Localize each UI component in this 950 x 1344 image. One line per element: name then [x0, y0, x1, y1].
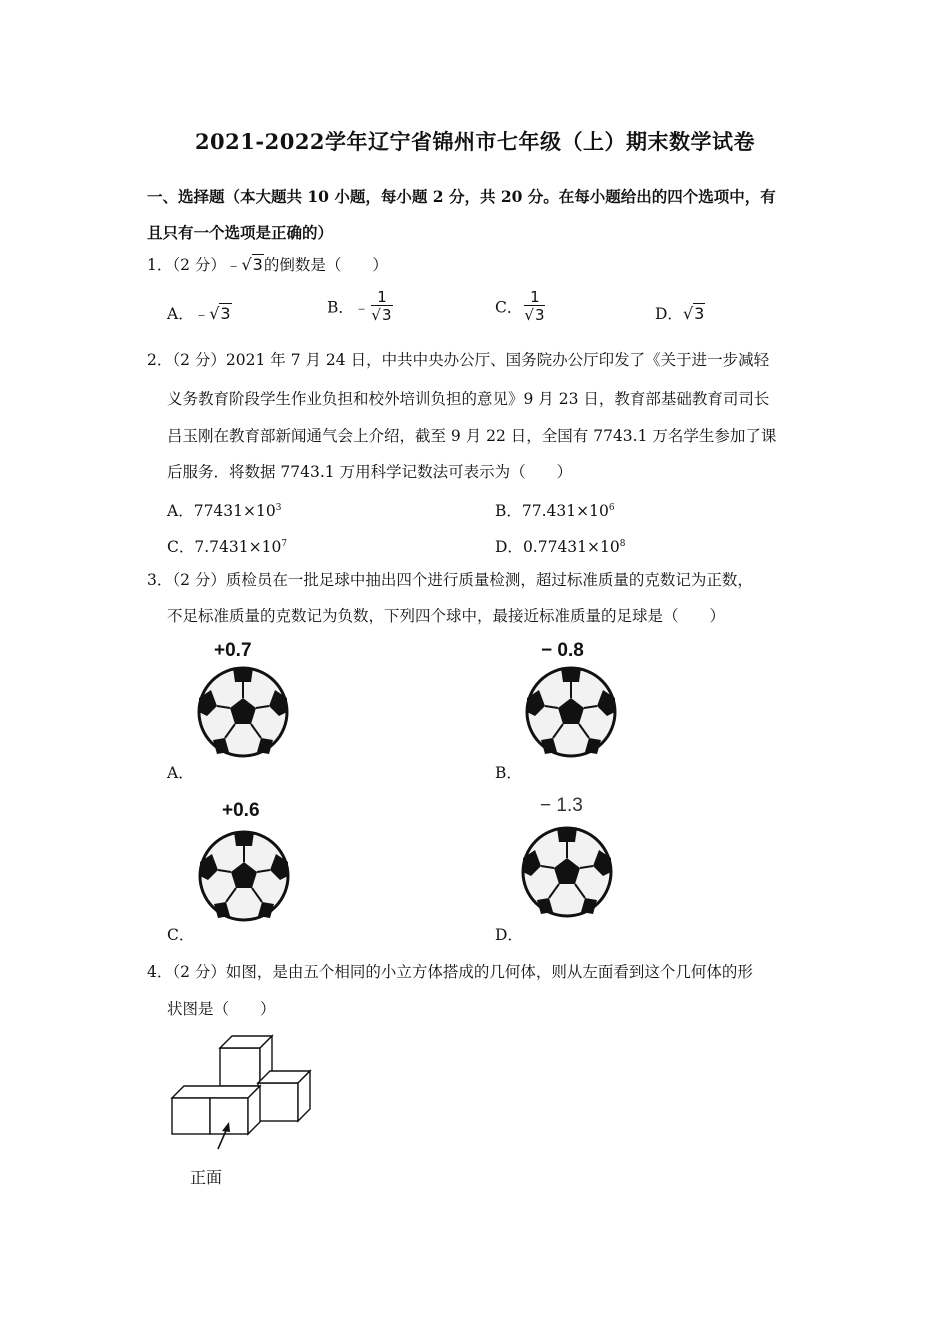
question-1-stem: 1．（2 分）﹣√3的倒数是（ ）: [147, 255, 388, 274]
cube-figure: [160, 1025, 330, 1165]
q1-option-a[interactable]: A．﹣√3: [167, 304, 231, 323]
soccer-ball-a: [195, 662, 291, 762]
q2-option-d[interactable]: D．$0.77431\times 10^8$: [495, 538, 626, 556]
soccer-ball-c: [196, 826, 292, 926]
fraction: $\frac{1}{√3}$: [524, 288, 545, 324]
page-title: 2021-2022学年辽宁省锦州市七年级（上）期末数学试卷: [194, 129, 756, 154]
question-2-line2: 义务教育阶段学生作业负担和校外培训负担的意见》9 月 23 日，教育部基础教育司司长: [167, 390, 770, 408]
q1-option-b[interactable]: B．﹣ $\frac{1}{√3}$: [327, 288, 392, 324]
sqrt-expression: √3: [241, 255, 263, 274]
q3-option-c[interactable]: C．: [167, 926, 195, 944]
question-2-line4: 后服务．将数据 7743.1 万用科学记数法可表示为（ ）: [167, 463, 573, 481]
soccer-ball-b: [523, 662, 619, 762]
q1-option-d[interactable]: D．√3: [655, 304, 705, 323]
ball-a-value: +0.7: [214, 640, 252, 661]
question-4-line2: 状图是（ ）: [167, 1000, 276, 1018]
ball-c-value: +0.6: [222, 800, 260, 821]
q1-option-c[interactable]: C． $\frac{1}{√3}$: [495, 288, 545, 324]
question-2-line1: 2．（2 分）2021 年 7 月 24 日，中共中央办公厅、国务院办公厅印发了《关于进一步减轻: [147, 351, 770, 369]
q2-option-b[interactable]: B．$77.431\times 10^6$: [495, 502, 615, 520]
ball-d-value: − 1.3: [540, 795, 583, 816]
section-header-line2: 且只有一个选项是正确的）: [147, 223, 334, 242]
question-4-line1: 4．（2 分）如图，是由五个相同的小立方体搭成的几何体，则从左面看到这个几何体的形: [147, 963, 753, 981]
q3-option-b[interactable]: B．: [495, 764, 522, 782]
question-3-line2: 不足标准质量的克数记为负数，下列四个球中，最接近标准质量的足球是（ ）: [167, 607, 726, 625]
fraction: $\frac{1}{√3}$: [371, 288, 392, 324]
q2-option-c[interactable]: C．$7.7431\times 10^7$: [167, 538, 288, 556]
figure-caption-front: 正面: [190, 1168, 223, 1187]
q3-option-a[interactable]: A．: [167, 764, 194, 782]
question-2-line3: 吕玉刚在教育部新闻通气会上介绍，截至 9 月 22 日，全国有 7743.1 万名学生参加了课: [167, 427, 777, 445]
soccer-ball-d: [519, 820, 615, 924]
section-header-line1: 一、选择题（本大题共 10 小题，每小题 2 分，共 20 分。在每小题给出的四个选项中，有: [147, 187, 776, 206]
q3-option-d[interactable]: D．: [495, 926, 523, 944]
question-3-line1: 3．（2 分）质检员在一批足球中抽出四个进行质量检测，超过标准质量的克数记为正数，: [147, 571, 753, 589]
q2-option-a[interactable]: A．$77431\times 10^3$: [167, 502, 282, 520]
ball-b-value: − 0.8: [541, 640, 584, 661]
